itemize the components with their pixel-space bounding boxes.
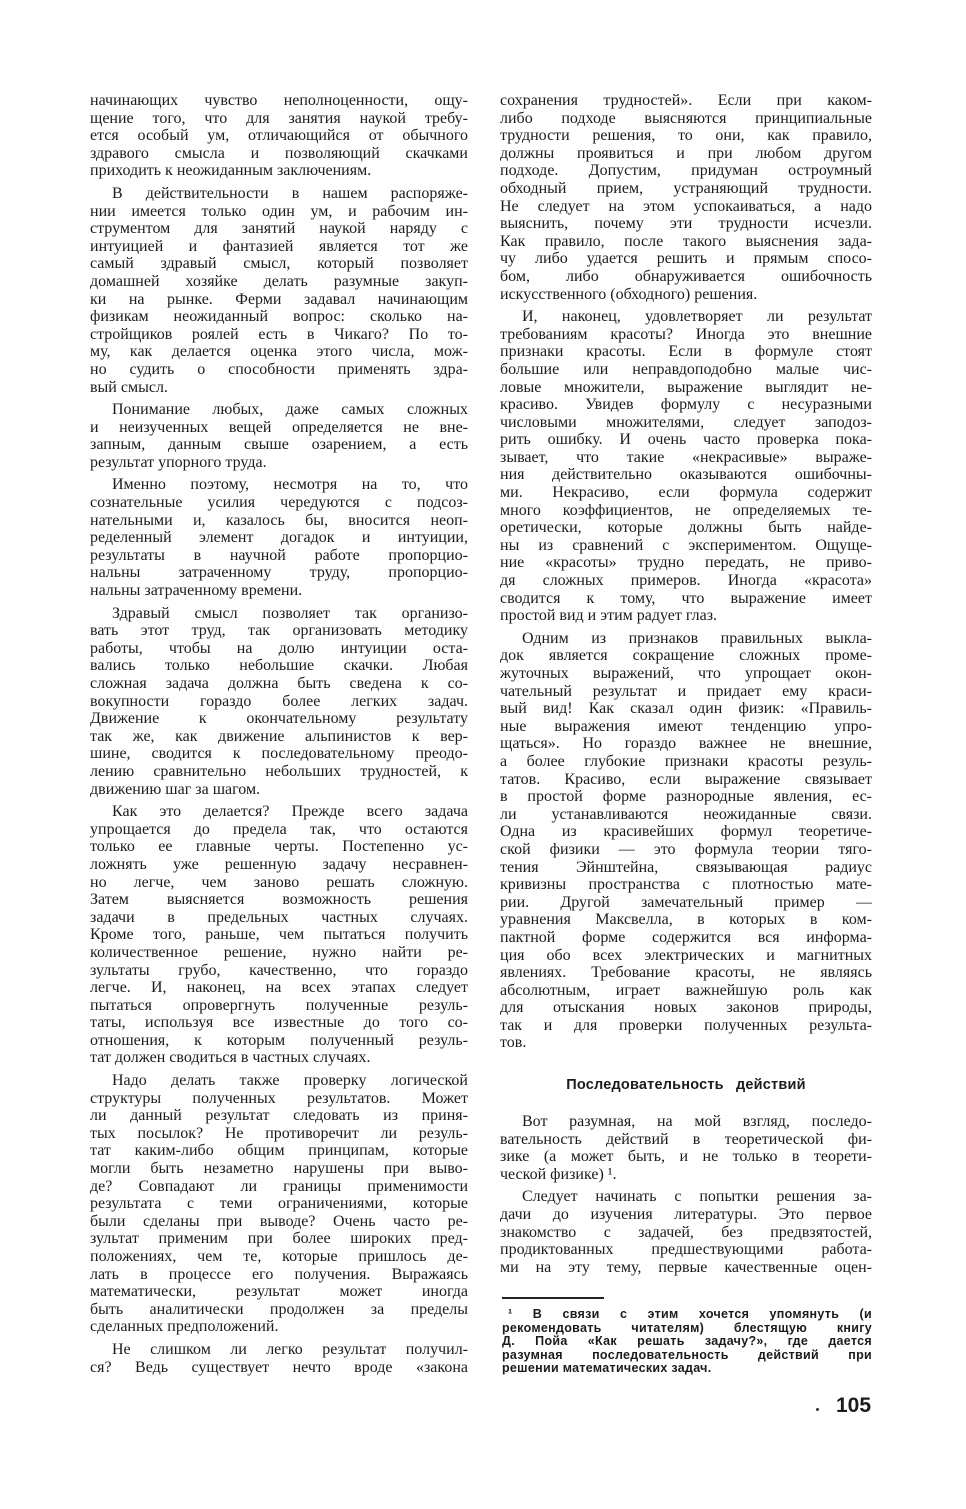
text-line: в простой форме разнородные явления, ес- [500,788,872,806]
text-line: рить ошибку. И очень часто проверка пока- [500,431,872,449]
text-line: щение того, что для занятия наукой требу- [90,109,468,127]
text-line: чательный результат и придает ему краси- [500,682,872,700]
text-line: для отыскания новых законов природы, [500,999,872,1017]
text-line: вать этот труд, так организовать методику [90,622,468,640]
text-line: тения Эйнштейна, связывающая радиус [500,858,872,876]
text-line: большие или неправдоподобно малые чис- [500,360,872,378]
text-line: лению сравнительно небольших трудностей, к [90,762,468,780]
paragraph [500,1188,872,1276]
text-line: Вот разумная, на мой взгляд, последо- [522,1113,872,1130]
footnote-line: Д. Пойа «Как решать задачу?», где дается [502,1334,872,1349]
paragraph [500,92,872,303]
text-line: сложная задача должна быть сведена к со- [90,675,468,692]
text-line: вокупности гораздо более легких задач. [90,692,468,710]
text-line: пытаться опровергнуть полученные резуль- [90,996,468,1014]
text-line: ми. Некрасиво, если формула содержит [500,484,872,502]
text-line: ны из сравнений с экспериментом. Ощуще- [500,536,872,554]
text-line: В действительности в нашем распоряже- [112,184,468,202]
text-line: зывает, что такие «некрасивые» выраже- [500,448,872,466]
text-line: трудности решения, то они, как правило, [500,127,872,145]
text-line: приходить к неожиданным заключениям. [90,162,372,180]
text-line: явлениях. Требование красоты, не являясь [500,964,872,982]
paragraph [90,92,468,180]
text-line: Именно поэтому, несмотря на то, что [112,476,468,494]
text-line: признаки красоты. Если в формуле стоят [500,343,872,361]
text-line: ние «красоты» трудно передать, не приво- [500,554,872,572]
text-line: здравого смысла и позволяющий скачками [90,144,468,162]
text-line: запным, данным свыше озарением, а есть [90,436,468,454]
text-line: требованиям красоты? Иногда это внешние [500,325,872,343]
text-line: математически, результат может иногда [90,1283,468,1301]
text-line: легче. И, наконец, на всех этапах следует [90,979,468,997]
text-line: кривизны пространства с плотностью мате- [500,876,872,894]
text-line: но судить о способности применять здра- [90,360,468,378]
text-line: И, наконец, удовлетворяет ли результат [522,308,872,326]
paragraph [500,308,872,625]
footnote [502,1308,872,1376]
text-line: самый здравый смысл, который позволяет [90,255,468,273]
text-line: бом, либо обнаруживается ошибочность [500,267,872,285]
paragraph [500,630,872,1052]
text-line: вательность действий в теоретической фи- [500,1130,872,1148]
text-line: результаты в научной работе пропорцио- [90,546,468,564]
text-line: задачи в предельных частных случаях. [90,908,468,926]
text-line: Одна из красивейших формул теоретиче- [500,823,872,841]
text-line: док является сокращение сложных проме- [500,647,872,665]
text-line: ловые множители, выражение выглядит не- [500,378,872,396]
text-line: ределенный элемент догадок и интуиции, [90,529,468,547]
text-line: стройщиков роялей есть в Чикаго? По то- [90,325,468,343]
page-number: 105 [836,1394,872,1417]
text-line: работы, чтобы на долю интуиции оста- [90,639,468,657]
text-line: нальны затраченному времени. [90,582,303,600]
text-line: тых посылок? Не противоречит ли резуль- [90,1124,468,1142]
text-line: Здравый смысл позволяет так организо- [112,604,468,622]
text-line: чу либо удается решить и прямым спосо- [500,250,872,268]
footnote-divider [502,1297,604,1299]
text-line: физикам неожиданный вопрос: сколько на- [90,308,468,326]
text-line: щаться». Но гораздо важнее не внешние, [500,735,872,753]
text-line: нательными и, казалось бы, вносится неоп- [90,511,468,529]
text-line: нии имеется только один ум, и рабочим ин- [90,202,468,220]
text-line: ся? Ведь существует нечто вроде «закона [90,1358,468,1376]
text-line: результат упорного труда. [90,453,267,471]
paragraph [90,605,468,799]
text-line: сознательные усилия чередуются с подсоз- [90,494,468,512]
footnote-line: ¹ В связи с этим хочется упомянуть (и [508,1307,872,1321]
text-line: могли быть незаметно нарушены при выво- [90,1160,468,1178]
text-line: Затем выясняется возможность решения [90,891,468,909]
footnote-line: разумная последовательность действий при [502,1347,872,1362]
paragraph [90,401,468,471]
text-line: таты, используя все известные до того со- [90,1014,468,1032]
text-line: де? Совпадают ли границы применимости [90,1177,468,1195]
text-line: Не следует на этом успокаиваться, а надо [500,197,872,215]
text-line: пактной форме содержится вся информа- [500,928,872,946]
section-heading: Последовательность действий [566,1077,806,1093]
footnote-line: рекомендовать читателям) блестящую книгу [502,1320,872,1335]
text-line: выяснить, почему эти трудности исчезли. [500,215,872,233]
text-line: подходе. Допустим, придуман остроумный [500,162,872,180]
text-line: результата с теми ограничениями, которые [90,1195,468,1213]
left-column [90,92,468,1381]
text-line: ложнять уже решенную задачу несравнен- [90,855,468,873]
text-line: ется особый ум, отличающийся от обычного [90,127,468,145]
text-line: красиво. Увидев формулу с несуразными [500,396,872,414]
text-line: но легче, чем заново решать сложную. [90,873,468,891]
text-line: тат должен сводиться в частных случаях. [90,1049,371,1067]
right-column [500,92,872,1057]
text-line: вались только небольшие скачки. Любая [90,657,468,675]
text-line: вый смысл. [90,378,168,396]
text-line: либо подходе выясняются принципиальные [500,109,872,127]
text-line: му, как делается оценка этого числа, мож- [90,343,468,361]
text-line: ные выражения имеют тенденцию упро- [500,717,872,735]
text-line: были сделаны при выводе? Очень часто ре- [90,1212,468,1230]
text-line: Не слишком ли легко результат получил- [112,1340,468,1358]
paragraph [90,185,468,396]
page-dot [816,1408,819,1411]
text-line: только ее главные черты. Постепенно ус- [90,838,468,856]
text-line: сводится к тому, что выражение имеет [500,589,872,607]
text-line: упрощается до предела так, что остаются [90,820,468,838]
text-line: так же, как движение альпинистов к вер- [90,727,468,745]
text-line: абсолютным, играет важнейшую роль как [500,981,872,999]
text-line: зультаты грубо, качественно, что гораздо [90,961,468,979]
text-line: быть аналитически продолжен за пределы [90,1300,468,1318]
text-line: должны проявиться и при любом другом [500,144,872,162]
section-body [500,1113,872,1281]
text-line: структуры полученных результатов. Может [90,1089,468,1107]
text-line: Как это делается? Прежде всего задача [112,803,468,821]
text-line: Надо делать также проверку логической [112,1072,468,1090]
text-line: татов. Красиво, если выражение связывает [500,770,872,788]
text-line: простой вид и этим радует глаз. [500,607,718,625]
text-line: Кроме того, раньше, чем пытаться получить [90,926,468,944]
text-line: продиктованных предшествующими работа- [500,1241,872,1259]
footnote-line: решении математических задач. [502,1361,712,1376]
text-line: оретически, которые должны быть найде- [500,519,872,537]
text-line: жуточных выражений, что упрощает окон- [500,665,872,682]
paragraph [90,803,468,1067]
text-line: ки на рынке. Ферми задавал начинающим [90,290,468,308]
text-line: зике (а может быть, и не только в теорети- [500,1148,872,1166]
text-line: так и для проверки полученных результа- [500,1016,872,1034]
text-line: вый вид! Как сказал один физик: «Правиль- [500,700,872,718]
text-line: сохранения трудностей». Если при каком- [500,92,872,109]
text-line: шине, сводится к последовательному преодо- [90,745,468,763]
text-line: ли данный результат следовать из приня- [90,1107,468,1125]
text-line: числовыми множителями, следует заподоз- [500,413,872,431]
text-line: тов. [500,1034,527,1052]
paragraph [90,1341,468,1376]
text-line: интуицией и фантазией является тот же [90,237,468,255]
text-line: тат каким-либо общим принципам, которые [90,1142,468,1160]
text-line: обходный прием, устраняющий трудности. [500,179,872,197]
text-line: ской физики — это формула теории тяго- [500,840,872,858]
text-line: ми на эту тему, первые качественные оцен- [500,1258,872,1276]
text-line: дачи до изучения литературы. Это первое [500,1205,872,1223]
text-line: знакомство с задачей, без предвзятостей, [500,1223,872,1241]
text-line: струментом для занятий наукой наряду с [90,220,468,238]
text-line: ли устанавливаются неожиданные связи. [500,805,872,823]
text-line: и неизученных вещей определяется не вне- [90,418,468,436]
text-line: движению шаг за шагом. [90,780,261,798]
text-line: ния действительно оказываются ошибочны- [500,466,872,484]
paragraph [500,1113,872,1183]
text-line: нальны затраченному труду, пропорцио- [90,564,468,582]
text-line: Как правило, после такого выяснения зада- [500,232,872,250]
text-line: отношения, к которым полученный резуль- [90,1031,468,1049]
text-line: начинающих чувство неполноценности, ощу- [90,92,468,109]
text-line: искусственного (обходного) решения. [500,285,758,303]
text-line: Понимание любых, даже самых сложных [112,401,468,419]
text-line: много коэффициентов, не определяемых те- [500,501,872,519]
paragraph [90,476,468,599]
text-line: количественное решение, нужно найти ре- [90,943,468,961]
text-line: ческой физике) ¹. [500,1165,617,1183]
text-line: Одним из признаков правильных выкла- [522,629,872,647]
text-line: положениях, чем те, которые пришлось де- [90,1248,468,1265]
text-line: зультат применим при более широких пред- [90,1230,468,1248]
text-line: дя сложных примеров. Иногда «красота» [500,572,872,590]
text-line: сделанных предположений. [90,1318,279,1336]
text-line: Следует начинать с попытки решения за- [522,1188,872,1206]
text-line: рии. Другой замечательный пример — [500,893,872,911]
text-line: уравнения Максвелла, в которых в ком- [500,911,872,929]
paragraph [90,1072,468,1336]
text-line: Движение к окончательному результату [90,710,468,728]
text-line: домашней хозяйке делать разумные закуп- [90,272,468,290]
text-line: лать в процессе его получения. Выражаясь [90,1265,468,1283]
text-line: ция обо всех электрических и магнитных [500,946,872,964]
text-line: а более глубокие признаки красоты резуль- [500,752,872,770]
